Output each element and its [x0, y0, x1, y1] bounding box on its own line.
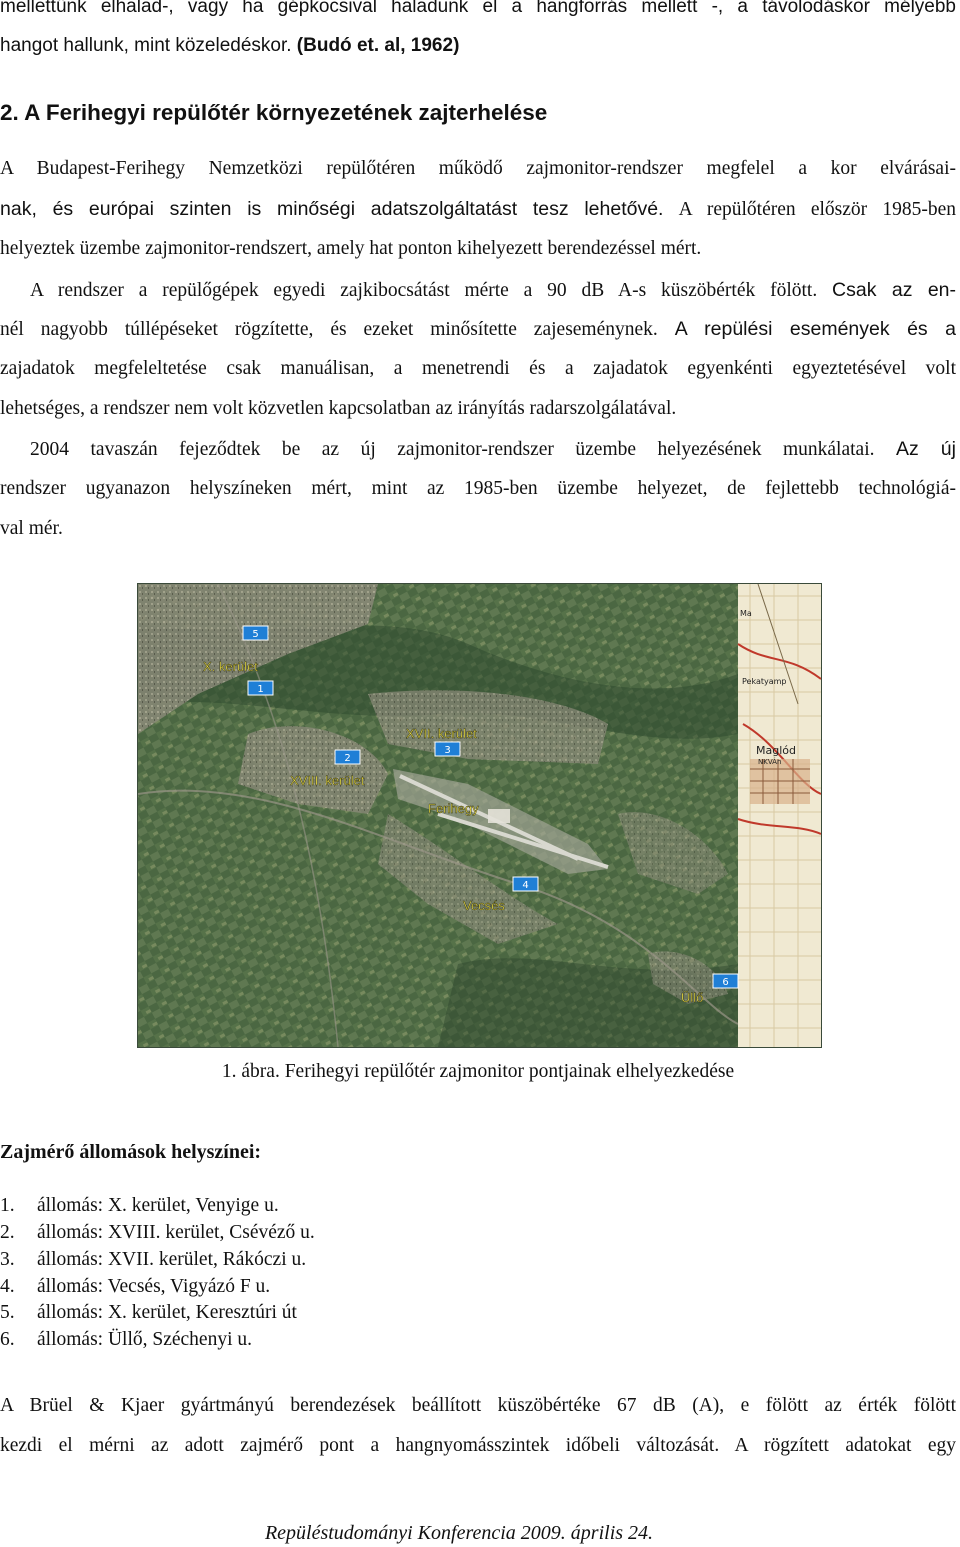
label-ferihegy: Ferihegy: [428, 801, 479, 816]
station-marker-3: [435, 742, 460, 756]
para1-line-3: helyeztek üzembe zajmonitor-rendszert, amely hat ponton kihelyezett berendezéssel mért.: [0, 238, 702, 259]
para2-line-1: [30, 279, 956, 302]
aerial-map: [138, 584, 821, 1047]
para3-line-1a: 2004 tavaszán fejeződtek be az új zajmonitor-rendszer üzembe helyezésének munkálatai.: [30, 439, 875, 460]
para2-line-4: lehetséges, a rendszer nem volt közvetlen kapcsolatban az irányítás radarszolgálatával.: [0, 398, 677, 419]
para2-line-1b: Csak az en-: [832, 279, 957, 301]
station-marker-1: [248, 681, 273, 695]
label-district-xvii: XVII. kerület: [406, 726, 477, 741]
list-item: 2. állomás: XVIII. kerület, Csévéző u.: [0, 1222, 315, 1243]
map-label-ma: Ma: [740, 609, 752, 618]
para4-line-2: kezdi el mérni az adott zajmérő pont a hangnyomásszintek időbeli változását. A rögzített adatokat egy: [0, 1435, 956, 1456]
figure-caption: 1. ábra. Ferihegyi repülőtér zajmonitor pontjainak elhelyezkedése: [221, 1061, 735, 1082]
para2-line-2b: A repülési események és a: [674, 318, 957, 340]
para3-line-3: val mér.: [0, 518, 63, 539]
para2-line-2a: nél nagyobb túllépéseket rögzítette, és ezeket minősítette zajeseménynek.: [0, 319, 658, 340]
para2-line-3: zajadatok megfeleltetése csak manuálisan, a menetrendi és a zajadatok egyenkénti egyeztetésével volt: [0, 358, 956, 379]
para1-line-2a: nak, és európai szinten is minőségi adatszolgáltatást tesz lehetővé.: [0, 198, 664, 220]
para3-line-2: rendszer ugyanazon helyszíneken mért, mint az 1985-ben üzembe helyezet, de fejlettebb technológiá-: [0, 478, 956, 499]
svg-text:6: 6: [722, 977, 729, 988]
svg-text:5: 5: [252, 629, 259, 640]
para4-line-1: A Brüel & Kjaer gyártmányú berendezések beállított küszöbértéke 67 dB (A), e fölött az érték fölött: [0, 1395, 956, 1416]
page-footer: Repüléstudományi Konferencia 2009. április 24.: [264, 1522, 654, 1544]
stations-heading: Zajmérő állomások helyszínei:: [0, 1141, 262, 1163]
para1-line-2: [0, 198, 956, 221]
station-marker-5: [243, 626, 268, 640]
station-marker-2: [335, 750, 360, 764]
svg-text:3: 3: [444, 745, 451, 756]
list-item: 3. állomás: XVII. kerület, Rákóczi u.: [0, 1249, 307, 1270]
label-vecses: Vecsés: [463, 898, 505, 913]
intro-line-2-text: hangot hallunk, mint közeledéskor.: [0, 35, 292, 56]
list-item: 4. állomás: Vecsés, Vigyázó F u.: [0, 1276, 271, 1297]
list-item: 1. állomás: X. kerület, Venyige u.: [0, 1195, 279, 1216]
intro-line-2: [0, 35, 459, 57]
svg-text:2: 2: [344, 753, 351, 764]
list-item: 5. állomás: X. kerület, Keresztúri út: [0, 1302, 297, 1323]
intro-line-1: mellettünk elhalad-, vagy ha gépkocsival haladunk el a hangforrás mellett -, a távolodáskor mélyebb: [0, 0, 956, 17]
station-marker-6: [713, 974, 738, 988]
para1-line-1: A Budapest-Ferihegy Nemzetközi repülőtéren működő zajmonitor-rendszer megfelel a kor elvárásai-: [0, 158, 956, 179]
label-district-xviii: XVIII. kerület: [290, 773, 365, 788]
para2-line-1a: A rendszer a repülőgépek egyedi zajkibocsátást mérte a 90 dB A-s küszöbérték fölött.: [30, 280, 818, 301]
label-ullo: Üllő: [681, 990, 704, 1005]
svg-text:4: 4: [522, 880, 529, 891]
list-item: 6. állomás: Üllő, Széchenyi u.: [0, 1329, 252, 1350]
aerial-map-figure: [137, 583, 822, 1048]
citation: (Budó et. al, 1962): [296, 35, 460, 56]
map-label-pekatyamp: Pekatyamp: [742, 677, 787, 686]
map-label-maglod: Maglód: [756, 744, 796, 757]
para3-line-1: [30, 438, 956, 461]
para1-line-2b: A repülőtéren először 1985-ben: [678, 199, 956, 220]
station-marker-4: [513, 877, 538, 891]
label-district-x: X. kerület: [203, 659, 258, 674]
para2-line-2: [0, 318, 956, 341]
svg-text:1: 1: [257, 684, 264, 695]
para3-line-1b: Az új: [896, 438, 956, 460]
map-label-maglod-sub: NKVÁn: [758, 758, 782, 766]
section-title: 2. A Ferihegyi repülőtér környezetének zajterhelése: [0, 100, 548, 125]
